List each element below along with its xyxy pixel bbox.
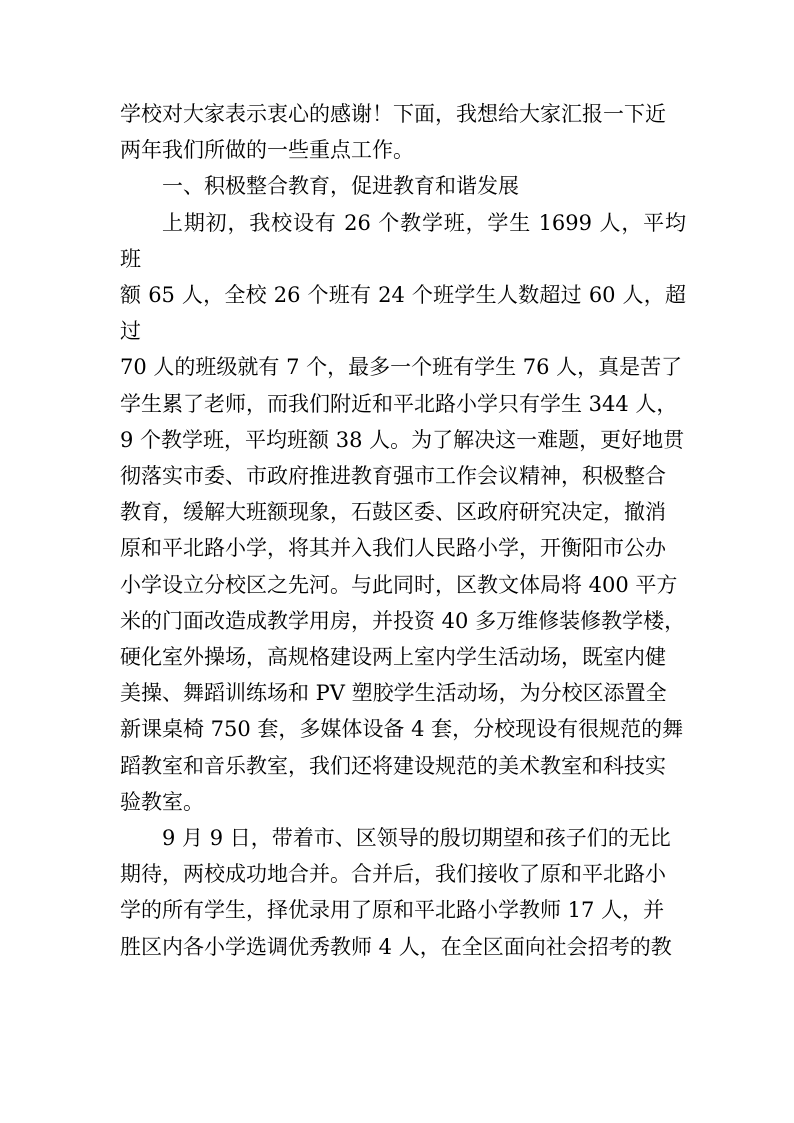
- text-line: 教育，缓解大班额现象，石鼓区委、区政府研究决定，撤消: [120, 500, 666, 525]
- document-page: [120, 96, 686, 965]
- text-line: 期待，两校成功地合并。合并后，我们接收了原和平北路小: [120, 862, 666, 887]
- text-line: 学生累了老师，而我们附近和平北路小学只有学生 344 人，: [120, 391, 678, 416]
- text-line: 9 月 9 日，带着市、区领导的殷切期望和孩子们的无比: [162, 826, 671, 851]
- text-line: 两年我们所做的一些重点工作。: [120, 138, 414, 163]
- text-line: 胜区内各小学选调优秀教师 4 人，在全区面向社会招考的教: [120, 934, 672, 959]
- text-line: 硬化室外操场，高规格建设两上室内学生活动场，既室内健: [120, 645, 666, 670]
- paragraph-body-2: [120, 820, 686, 965]
- text-line: 验教室。: [120, 789, 204, 814]
- text-line: 学校对大家表示衷心的感谢！下面，我想给大家汇报一下近: [120, 102, 666, 126]
- text-line: 额 65 人，全校 26 个班有 24 个班学生人数超过 60 人，超过: [120, 283, 686, 344]
- text-line: 彻落实市委、市政府推进教育强市工作会议精神，积极整合: [120, 464, 666, 489]
- text-line: 美操、舞蹈训练场和 PV 塑胶学生活动场，为分校区添置全: [120, 681, 667, 706]
- text-line: 小学设立分校区之先河。与此同时，区教文体局将 400 平方: [120, 572, 678, 597]
- text-line: 上期初，我校设有 26 个教学班，学生 1699 人，平均班: [120, 210, 686, 271]
- heading-text: 一、积极整合教育，促进教育和谐发展: [162, 174, 519, 199]
- text-line: 9 个教学班，平均班额 38 人。为了解决这一难题，更好地贯: [120, 427, 685, 452]
- text-line: 新课桌椅 750 套，多媒体设备 4 套，分校现设有很规范的舞: [120, 717, 684, 742]
- text-line: 蹈教室和音乐教室，我们还将建设规范的美术教室和科技实: [120, 753, 666, 778]
- paragraph-intro: [120, 96, 686, 168]
- text-line: 原和平北路小学，将其并入我们人民路小学，开衡阳市公办: [120, 536, 666, 561]
- text-line: 米的门面改造成教学用房，并投资 40 多万维修装修教学楼，: [120, 608, 686, 633]
- text-line: 学的所有学生，择优录用了原和平北路小学教师 17 人，并: [120, 898, 665, 923]
- section-heading: [120, 168, 686, 204]
- text-line: 70 人的班级就有 7 个，最多一个班有学生 76 人，真是苦了: [120, 355, 683, 380]
- paragraph-body-1: [120, 205, 686, 820]
